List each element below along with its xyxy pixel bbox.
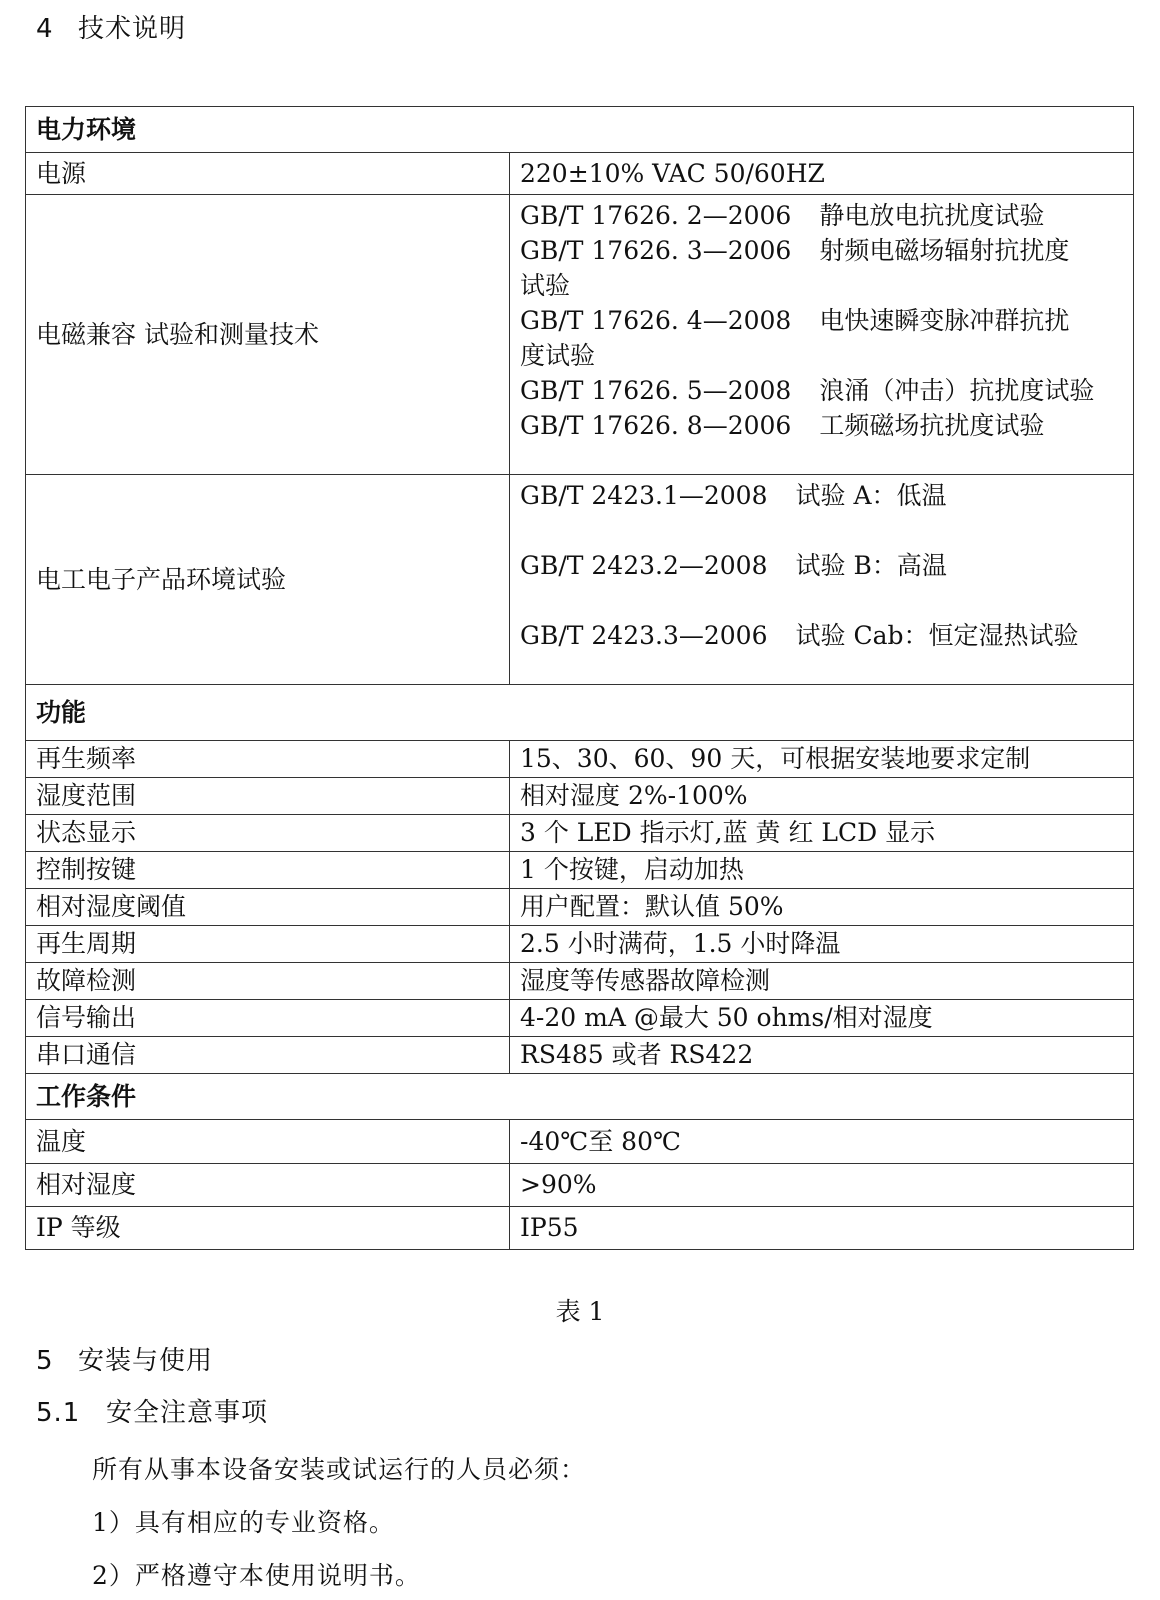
standard-code: GB/T 17626. 2—2006 (520, 201, 792, 230)
table-row (26, 195, 1134, 475)
row-value: 4-20 mA @最大 50 ohms/相对湿度 (510, 1000, 1134, 1037)
standard-desc: 静电放电抗扰度试验 (819, 201, 1045, 230)
table-row (26, 889, 1134, 926)
row-label: 再生周期 (26, 926, 510, 963)
standard-code: GB/T 17626. 5—2008 (520, 376, 792, 405)
list-item: 2）严格遵守本使用说明书。 (92, 1561, 421, 1590)
row-label: IP 等级 (26, 1207, 510, 1250)
section-title: 安装与使用 (78, 1346, 214, 1376)
section-header-row (26, 685, 1134, 741)
standard-desc: 浪涌（冲击）抗扰度试验 (819, 376, 1095, 405)
row-value: 220±10% VAC 50/60HZ (510, 153, 1134, 195)
row-value: RS485 或者 RS422 (510, 1037, 1134, 1074)
table-row (26, 475, 1134, 685)
row-label: 相对湿度阈值 (26, 889, 510, 926)
standard-code: GB/T 2423.3—2006 (520, 621, 768, 650)
section-header-row (26, 1074, 1134, 1120)
body-paragraph: 所有从事本设备安装或试运行的人员必须： (92, 1455, 587, 1484)
row-label: 电磁兼容 试验和测量技术 (26, 195, 510, 475)
row-value: -40℃至 80℃ (510, 1120, 1134, 1164)
row-value: >90% (510, 1164, 1134, 1207)
standard-line (520, 376, 1123, 406)
row-value (510, 195, 1134, 475)
row-label: 信号输出 (26, 1000, 510, 1037)
row-value: 2.5 小时满荷，1.5 小时降温 (510, 926, 1134, 963)
standard-line (520, 236, 1123, 266)
standard-desc-cont: 试验 (520, 271, 571, 300)
table-row (26, 815, 1134, 852)
section-number: 5.1 (36, 1398, 81, 1428)
row-label: 故障检测 (26, 963, 510, 1000)
row-label: 电源 (26, 153, 510, 195)
row-value: IP55 (510, 1207, 1134, 1250)
list-item: 1）具有相应的专业资格。 (92, 1508, 395, 1537)
row-label: 相对湿度 (26, 1164, 510, 1207)
table-row (26, 1164, 1134, 1207)
table-row (26, 153, 1134, 195)
row-label: 再生频率 (26, 741, 510, 778)
row-value: 相对湿度 2%-100% (510, 778, 1134, 815)
table-row (26, 778, 1134, 815)
table-row (26, 1037, 1134, 1074)
standard-desc: 工频磁场抗扰度试验 (819, 411, 1045, 440)
standard-desc: 电快速瞬变脉冲群抗扰 (819, 306, 1070, 335)
section-header-row (26, 107, 1134, 153)
row-value: 1 个按键，启动加热 (510, 852, 1134, 889)
section-title: 安全注意事项 (106, 1398, 269, 1428)
row-value: 15、30、60、90 天，可根据安装地要求定制 (510, 741, 1134, 778)
row-label: 温度 (26, 1120, 510, 1164)
section-title: 技术说明 (78, 14, 187, 44)
section-5-1-heading (36, 1392, 268, 1429)
section-header: 工作条件 (26, 1074, 1134, 1120)
table-row (26, 1207, 1134, 1250)
standard-line (520, 411, 1123, 441)
section-header: 功能 (26, 685, 1134, 741)
table-row (26, 963, 1134, 1000)
section-5-heading (36, 1340, 213, 1377)
standard-desc: 试验 Cab：恒定湿热试验 (795, 621, 1079, 650)
standard-code: GB/T 17626. 4—2008 (520, 306, 792, 335)
row-label: 电工电子产品环境试验 (26, 475, 510, 685)
table-row (26, 926, 1134, 963)
table-row (26, 1120, 1134, 1164)
standard-line (520, 306, 1123, 336)
standard-desc: 试验 B：高温 (795, 551, 947, 580)
standard-desc: 射频电磁场辐射抗扰度 (819, 236, 1070, 265)
spec-table (25, 106, 1134, 1250)
standard-desc-cont: 度试验 (520, 341, 596, 370)
row-label: 状态显示 (26, 815, 510, 852)
row-value: 用户配置：默认值 50% (510, 889, 1134, 926)
row-label: 控制按键 (26, 852, 510, 889)
row-value: 湿度等传感器故障检测 (510, 963, 1134, 1000)
table-row (26, 741, 1134, 778)
standard-desc: 试验 A：低温 (795, 481, 947, 510)
standard-line (520, 481, 1123, 511)
section-number: 4 (36, 14, 54, 44)
row-value (510, 475, 1134, 685)
standard-line (520, 621, 1123, 651)
standard-code: GB/T 2423.1—2008 (520, 481, 768, 510)
table-caption: 表 1 (555, 1297, 605, 1326)
table-row (26, 852, 1134, 889)
row-label: 串口通信 (26, 1037, 510, 1074)
standard-line (520, 551, 1123, 581)
table-row (26, 1000, 1134, 1037)
standard-line (520, 201, 1123, 231)
section-4-heading (36, 8, 186, 45)
standard-code: GB/T 17626. 3—2006 (520, 236, 792, 265)
standard-code: GB/T 17626. 8—2006 (520, 411, 792, 440)
row-value: 3 个 LED 指示灯,蓝 黄 红 LCD 显示 (510, 815, 1134, 852)
section-number: 5 (36, 1346, 54, 1376)
row-label: 湿度范围 (26, 778, 510, 815)
section-header: 电力环境 (26, 107, 1134, 153)
standard-code: GB/T 2423.2—2008 (520, 551, 768, 580)
